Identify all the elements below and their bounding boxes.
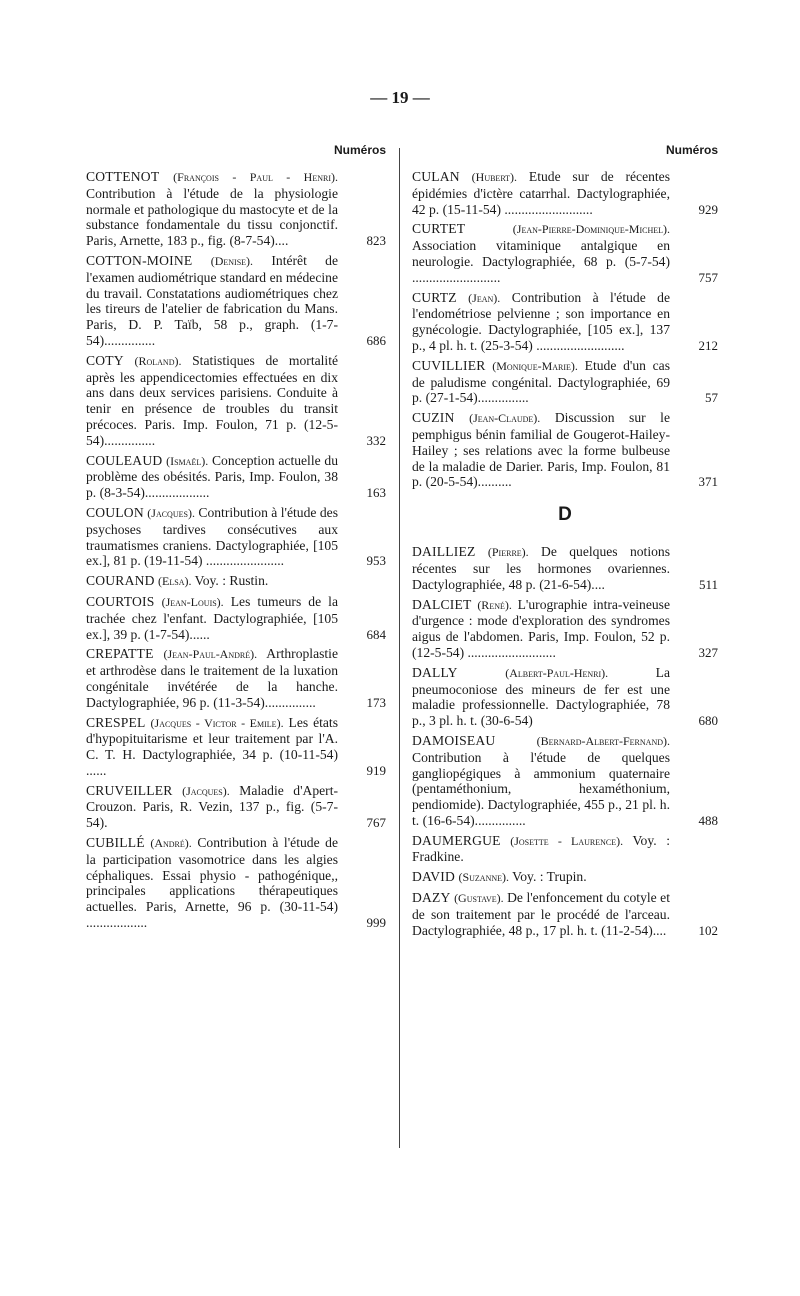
author-surname: COULON — [86, 504, 144, 520]
author-surname: CULAN — [412, 169, 460, 184]
entry-description: Voy. : Fradkine. — [412, 832, 670, 865]
entry-description: Les états d'hypopituitarisme et leur traitement par l'A. C. T. H. Dactylographiée, 34 p. (10-11-54) ...... — [86, 714, 338, 778]
bibliography-entry — [86, 783, 386, 831]
bibliography-entry — [412, 665, 718, 729]
bibliography-entry — [86, 646, 386, 710]
author-surname: DALCIET — [412, 596, 472, 612]
author-given-names: (Jean-Paul-André). — [163, 647, 258, 662]
entry-description: Maladie d'Apert-Crouzon. Paris, R. Vezin, 137 p., fig. (5-7-54). — [86, 782, 338, 831]
author-given-names: (Elsa). — [158, 574, 192, 589]
entry-description: Arthroplastie et arthrodèse dans le traitement de la luxation congénitale invétérée de la hanche. Dactylographiée, 96 p. (11-3-54)............... — [86, 646, 338, 710]
author-surname: COTTON-MOINE — [86, 252, 193, 268]
author-given-names: (Suzanne). — [458, 870, 510, 885]
column-header: Numéros — [333, 143, 386, 157]
entry-number: 767 — [366, 815, 386, 831]
entry-number: 371 — [698, 474, 718, 490]
bibliography-entry — [412, 290, 718, 354]
bibliography-entry — [86, 253, 386, 349]
entry-number: 680 — [698, 713, 718, 729]
author-given-names: (Roland). — [134, 353, 182, 368]
author-given-names: (Albert-Paul-Henri). — [505, 665, 609, 680]
entry-number: 823 — [366, 233, 386, 249]
bibliography-entry — [86, 573, 386, 590]
entry-number: 332 — [366, 432, 386, 448]
author-surname: CUZIN — [412, 410, 455, 426]
entry-description: Etude sur de récentes épidémies d'ictère catarrhal. Dactylographiée, 42 p. (15-11-54) .......................... — [412, 169, 671, 217]
entry-number: 757 — [698, 269, 718, 285]
bibliography-entry — [412, 169, 718, 217]
author-surname: COTTENOT — [86, 169, 160, 184]
author-surname: CURTET — [412, 221, 466, 237]
entry-description: Etude d'un cas de paludisme congénital. Dactylographiée, 69 p. (27-1-54)............... — [412, 357, 670, 406]
entry-description: De quelques notions récentes sur les hormones ovariennes. Dactylographiée, 48 p. (21-6-54).... — [412, 544, 670, 592]
bibliography-entry — [412, 833, 718, 866]
author-surname: DAMOISEAU — [412, 732, 496, 748]
bibliography-entry — [412, 410, 718, 490]
left-column — [86, 138, 386, 935]
entry-description: Intérêt de l'examen audiométrique standard en médecine du travail. Constatations audiométriques chez les tireurs de l'atelier de fabrication du Mans. Paris, D. P. Taïb, 58 p., graph. (1-7-54)............... — [86, 252, 339, 348]
author-surname: COULEAUD — [86, 452, 163, 468]
entry-description: L'urographie intra-veineuse d'urgence : mode d'exploration des syndromes aigus de l'abdomen. Paris, Imp. Foulon, 52 p. (12-5-54) .......................... — [412, 596, 671, 660]
entry-description: Contribution à l'étude de la physiologie normale et pathologique du mastocyte et de la substance fondamentale du tissu conjonctif. Paris, Arnette, 183 p., fig. (8-7-54).... — [86, 185, 338, 249]
author-given-names: (Hubert). — [471, 170, 518, 184]
entry-number: 684 — [366, 626, 386, 642]
entry-description: Voy. : Rustin. — [194, 573, 269, 589]
author-surname: DAZY — [412, 890, 451, 906]
bibliography-entry — [86, 715, 386, 779]
bibliography-entry — [412, 869, 718, 886]
bibliography-entry — [86, 353, 386, 449]
entry-number: 929 — [698, 201, 718, 217]
bibliography-entry — [86, 505, 386, 569]
entry-number: 212 — [698, 337, 718, 353]
author-given-names: (Monique-Marie). — [492, 358, 578, 373]
author-given-names: (Jacques). — [147, 505, 195, 520]
entry-description: Association vitaminique antalgique en neurologie. Dactylographiée, 68 p. (5-7-54) .......................... — [412, 238, 670, 285]
entry-list — [412, 544, 718, 938]
author-surname: CRESPEL — [86, 714, 146, 730]
author-given-names: (François - Paul - Henri). — [173, 170, 338, 184]
entry-number: 57 — [705, 390, 718, 406]
entry-description: Les tumeurs de la trachée chez l'enfant. Dactylographiée, [105 ex.], 39 p. (1-7-54)...... — [86, 593, 338, 642]
bibliography-entry — [412, 358, 718, 406]
bibliography-entry — [412, 597, 718, 661]
author-surname: COURAND — [86, 573, 155, 589]
bibliography-entry — [86, 169, 386, 249]
entry-description: Contribution à l'étude des psychoses tardives consécutives aux traumatismes craniens. Dactylographiée, [105 ex.], 81 p. (19-11-54) ....................... — [86, 504, 338, 569]
author-surname: DALLY — [412, 664, 458, 680]
author-surname: CUBILLÉ — [86, 835, 145, 851]
entry-number: 686 — [366, 332, 386, 348]
author-given-names: (Jean). — [468, 290, 501, 305]
author-given-names: (René). — [477, 597, 512, 612]
entry-number: 102 — [698, 922, 718, 938]
bibliography-entry — [412, 221, 718, 285]
author-surname: DAUMERGUE — [412, 832, 501, 848]
bibliography-entry — [86, 453, 386, 501]
section-letter: D — [558, 504, 572, 526]
author-surname: CREPATTE — [86, 646, 154, 662]
author-surname: CUVILLIER — [412, 357, 486, 373]
author-given-names: (André). — [150, 836, 192, 851]
bibliography-entry — [86, 594, 386, 642]
author-surname: CURTZ — [412, 289, 457, 305]
entry-number: 327 — [698, 644, 718, 660]
right-column — [412, 138, 718, 942]
author-given-names: (Jean-Claude). — [469, 411, 541, 426]
bibliography-entry — [412, 733, 718, 829]
entry-description: De l'enfoncement du cotyle et de son traitement par le procédé de l'arceau. Dactylographiée, 48 p., 17 pl. h. t. (11-2-54).... — [412, 890, 670, 938]
entry-description: Contribution à l'étude de la participation vasomotrice dans les algies céphaliques. Essai physio - pathogénique,, principales applications thérapeutiques actuelles. Paris, Arnette, 96 p. (30-11-54) .................. — [86, 835, 338, 931]
author-surname: COURTOIS — [86, 593, 155, 609]
author-surname: CRUVEILLER — [86, 782, 173, 798]
page-number: — 19 — — [370, 88, 430, 107]
entry-number: 173 — [366, 694, 386, 710]
entry-list — [412, 169, 718, 490]
author-given-names: (Denise). — [210, 253, 254, 268]
author-given-names: (Josette - Laurence). — [510, 833, 624, 848]
entry-number: 488 — [698, 812, 718, 828]
author-given-names: (Bernard-Albert-Fernand). — [536, 733, 670, 748]
author-given-names: (Jean-Pierre-Dominique-Michel). — [512, 222, 670, 237]
author-surname: DAVID — [412, 869, 456, 885]
bibliography-entry — [412, 544, 718, 592]
author-given-names: (Gustave). — [454, 891, 504, 906]
entry-description: Voy. : Trupin. — [512, 869, 587, 885]
bibliography-entry — [412, 890, 718, 938]
author-given-names: (Pierre). — [487, 545, 529, 560]
entry-number: 999 — [366, 915, 386, 931]
entry-number: 163 — [366, 485, 386, 501]
entry-description: Contribution à l'étude de l'endométriose pelvienne ; son importance en gynécologie. Dactylographiée, [105 ex.], 137 p., 4 pl. h. t. (25-3-54) .......................... — [412, 289, 670, 353]
author-given-names: (Jean-Louis). — [161, 594, 224, 609]
author-surname: DAILLIEZ — [412, 544, 476, 560]
author-given-names: (Ismaël). — [166, 453, 209, 468]
entry-description: Discussion sur le pemphigus bénin familial de Gougerot-Hailey-Hailey ; ses relations avec la forme bulbeuse de la maladie de Darier. Paris, Imp. Foulon, 81 p. (20-5-54).......... — [412, 410, 670, 490]
entry-number: 511 — [698, 576, 718, 592]
column-divider — [399, 148, 400, 1148]
column-header: Numéros — [665, 143, 718, 157]
entry-number: 919 — [366, 762, 386, 778]
entry-description: Contribution à l'étude de quelques gangliopégiques à ammonium quaternaire (pentaméthonium, hexaméthonium, pendiomide). Dactylographiée, 455 p., 21 pl. h. t. (16-6-54)............... — [412, 749, 670, 828]
author-given-names: (Jacques - Victor - Emile). — [150, 715, 284, 730]
author-surname: COTY — [86, 352, 124, 368]
author-given-names: (Jacques). — [182, 783, 230, 798]
entry-description: Statistiques de mortalité après les appendicectomies effectuées en dix ans dans deux services parisiens. Conduite à tenir en présence de troubles du transit précoces. Paris. Imp. Foulon, 71 p. (12-5-54)............... — [86, 352, 339, 448]
bibliography-entry — [86, 835, 386, 931]
entry-description: Conception actuelle du problème des obésités. Paris, Imp. Foulon, 38 p. (8-3-54)................... — [86, 452, 338, 501]
entry-list — [86, 169, 386, 931]
entry-description: La pneumoconiose des mineurs de fer est une maladie professionnelle. Dactylographiée, 78 p., 3 pl. h. t. (30-6-54) — [412, 664, 670, 729]
entry-number: 953 — [366, 553, 386, 569]
